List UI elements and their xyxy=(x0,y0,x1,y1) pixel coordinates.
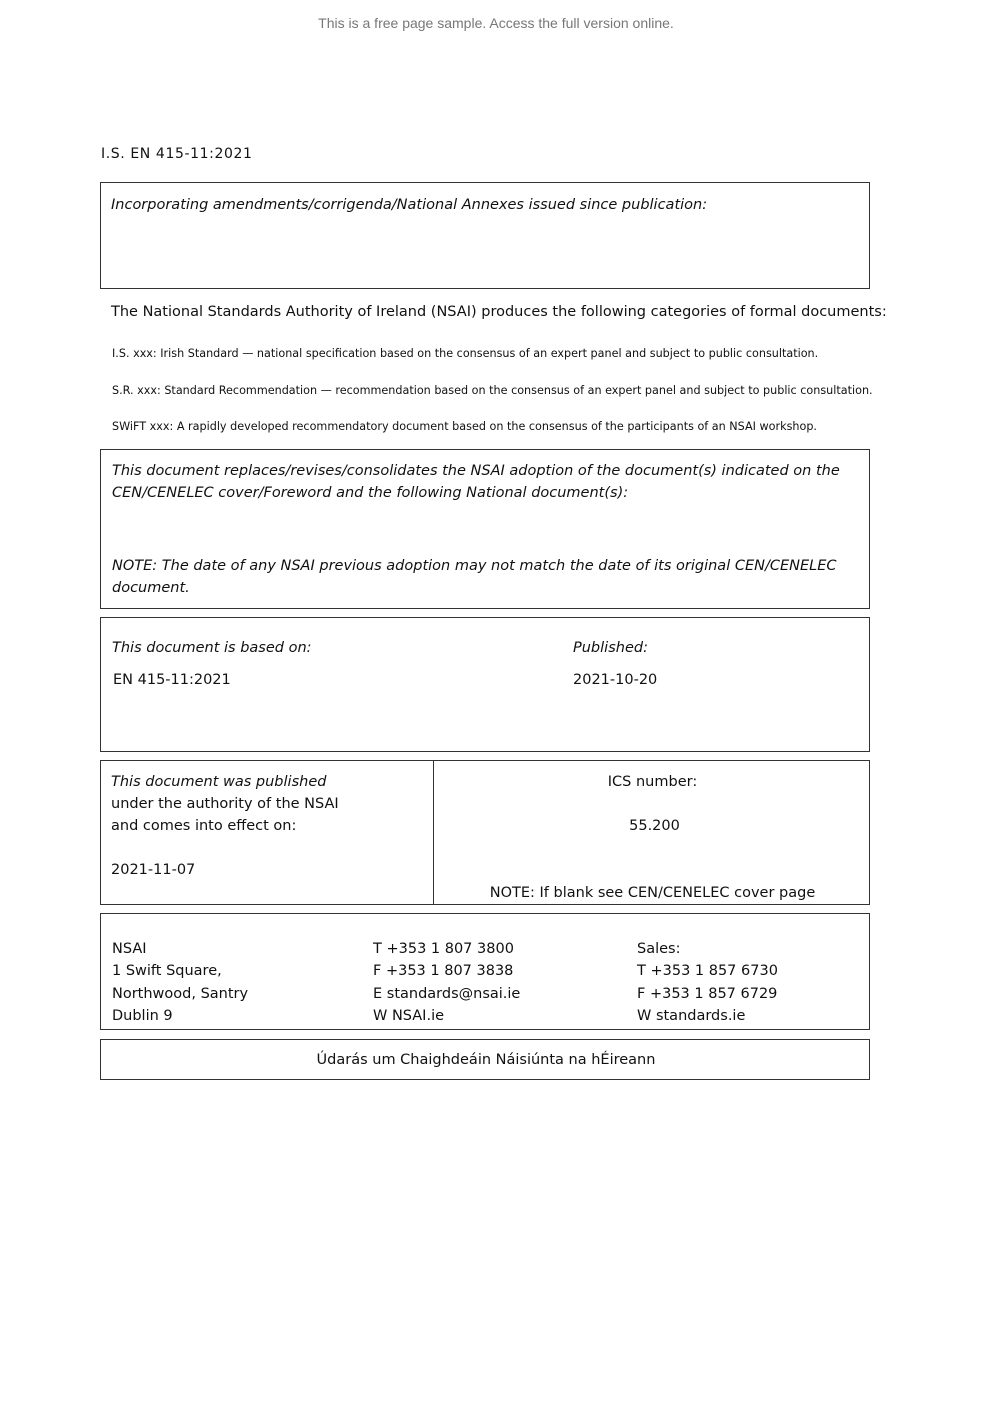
amendments-label: Incorporating amendments/corrigenda/National Annexes issued since publication: xyxy=(111,197,708,213)
sales-telephone: T +353 1 857 6730 xyxy=(637,963,778,980)
authority-text xyxy=(111,771,339,837)
replaces-box xyxy=(100,449,870,609)
replaces-note xyxy=(112,555,837,599)
ics-note: NOTE: If blank see CEN/CENELEC cover page xyxy=(489,885,816,901)
telephone: T +353 1 807 3800 xyxy=(373,941,514,957)
address-column xyxy=(112,938,248,1028)
address-line: Northwood, Santry xyxy=(112,985,249,1002)
replaces-line-2: CEN/CENELEC cover/Foreword and the following National document(s): xyxy=(112,485,629,501)
replaces-text xyxy=(112,460,840,504)
email-link[interactable]: E standards@nsai.ie xyxy=(373,985,521,1002)
address-line: 1 Swift Square, xyxy=(112,963,222,980)
sample-banner: This is a free page sample. Access the full version online. xyxy=(318,15,674,31)
sales-website-link[interactable]: W standards.ie xyxy=(637,1008,746,1025)
fax: F +353 1 807 3838 xyxy=(373,963,514,980)
effective-date: 2021-11-07 xyxy=(111,862,196,878)
authority-line-2: under the authority of the NSAI xyxy=(111,796,339,812)
sales-label: Sales: xyxy=(637,941,681,957)
category-item-swift: SWiFT xxx: A rapidly developed recommendatory document based on the consensus of the participants of an NSAI workshop. xyxy=(112,420,817,433)
contact-box xyxy=(100,913,870,1030)
replaces-note-line-1: NOTE: The date of any NSAI previous adoption may not match the date of its original CEN/CENELEC xyxy=(112,558,837,574)
ics-number: 55.200 xyxy=(629,818,680,834)
sales-fax: F +353 1 857 6729 xyxy=(637,985,778,1002)
ics-label: ICS number: xyxy=(607,774,698,790)
address-line: Dublin 9 xyxy=(112,1008,173,1025)
based-on-box xyxy=(100,617,870,752)
category-item-sr: S.R. xxx: Standard Recommendation — recommendation based on the consensus of an expert panel and subject to public consultation. xyxy=(112,384,873,397)
authority-line-1: This document was published xyxy=(111,774,327,790)
published-date: 2021-10-20 xyxy=(573,672,658,688)
website-link[interactable]: W NSAI.ie xyxy=(373,1008,445,1025)
amendments-box xyxy=(100,182,870,289)
address-line: NSAI xyxy=(112,941,147,957)
authority-line-3: and comes into effect on: xyxy=(111,818,297,834)
irish-name: Údarás um Chaighdeáin Náisiúnta na hÉireann xyxy=(316,1052,656,1068)
categories-intro: The National Standards Authority of Ireland (NSAI) produces the following categories of formal documents: xyxy=(111,304,887,320)
replaces-line-1: This document replaces/revises/consolidates the NSAI adoption of the document(s) indicated on the xyxy=(112,463,840,479)
contact-column xyxy=(373,938,520,1028)
published-label: Published: xyxy=(573,640,648,656)
sales-column xyxy=(637,938,778,1028)
replaces-note-line-2: document. xyxy=(112,580,190,596)
category-item-is: I.S. xxx: Irish Standard — national specification based on the consensus of an expert panel and subject to public consultation. xyxy=(112,347,819,360)
authority-box xyxy=(100,760,870,905)
based-on-label: This document is based on: xyxy=(112,640,312,656)
document-id: I.S. EN 415-11:2021 xyxy=(101,146,253,162)
footer-box xyxy=(100,1039,870,1080)
based-on-value: EN 415-11:2021 xyxy=(113,672,231,688)
